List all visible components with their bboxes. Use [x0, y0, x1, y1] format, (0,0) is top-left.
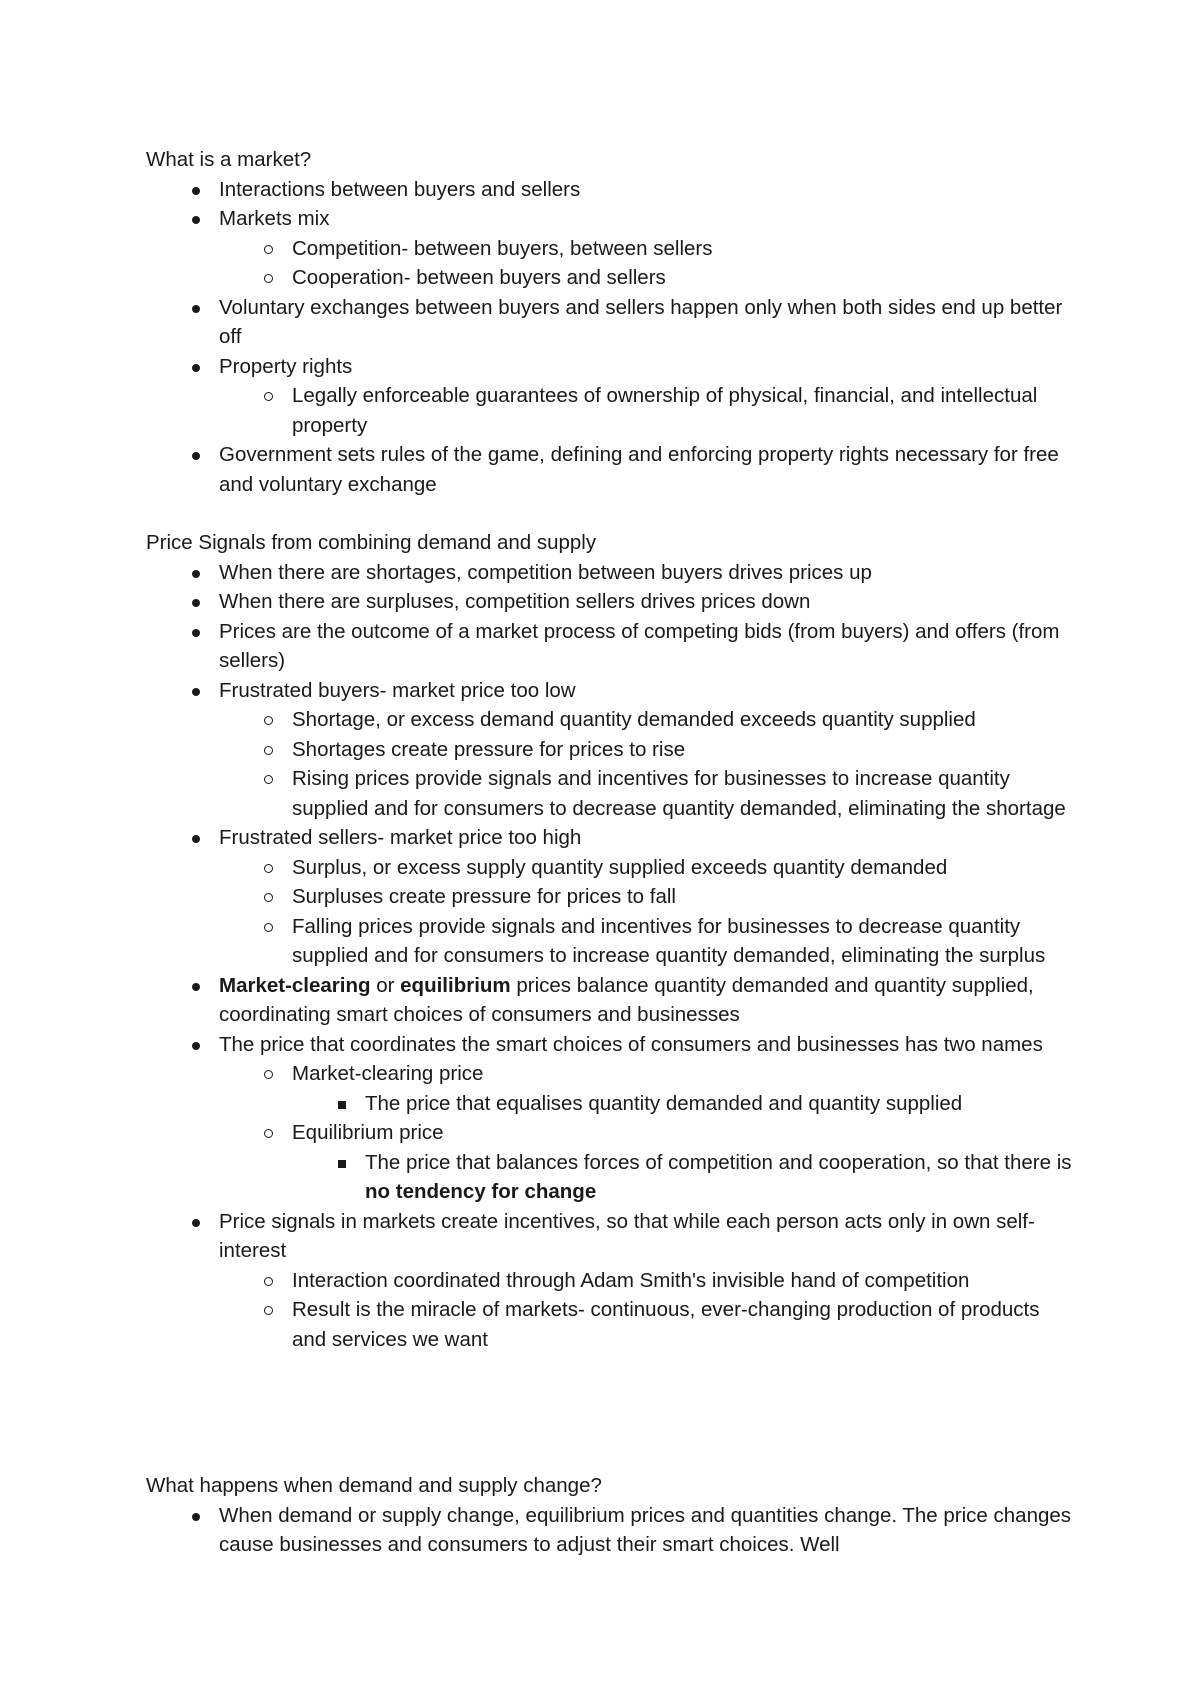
section-demand-supply-change — [146, 1471, 1076, 1560]
circle-bullet-icon — [259, 381, 279, 411]
list-item — [146, 912, 1076, 971]
list-item — [146, 823, 1076, 853]
list-item — [146, 1207, 1076, 1266]
square-bullet-icon — [332, 1089, 352, 1119]
bullet-icon — [186, 971, 206, 1001]
list-item-text: The price that equalises quantity demanded and quantity supplied — [365, 1091, 963, 1115]
list-item — [146, 293, 1076, 352]
list-item — [146, 1295, 1076, 1354]
list-item-text: Shortages create pressure for prices to rise — [292, 737, 686, 761]
list-item-text: Shortage, or excess demand quantity demanded exceeds quantity supplied — [292, 708, 976, 731]
bullet-icon — [186, 823, 206, 853]
bullet-icon — [186, 558, 206, 588]
bullet-icon — [186, 352, 206, 382]
bold-term: equilibrium — [400, 973, 511, 997]
list-item-text: Voluntary exchanges between buyers and sellers happen only when both sides end up better off — [219, 295, 1063, 348]
list-item — [146, 1089, 1076, 1119]
circle-bullet-icon — [259, 912, 279, 942]
list-item — [146, 1148, 1076, 1207]
section-heading: What happens when demand and supply change? — [146, 1474, 602, 1497]
list-item-text: Surpluses create pressure for prices to fall — [292, 885, 676, 908]
square-bullet-icon — [332, 1148, 352, 1178]
list-item-text: Legally enforceable guarantees of ownership of physical, financial, and intellectual property — [292, 384, 1038, 437]
circle-bullet-icon — [259, 882, 279, 912]
bullet-icon — [186, 676, 206, 706]
list-item — [146, 234, 1076, 264]
list-item — [146, 882, 1076, 912]
list-item — [146, 971, 1076, 1030]
list-item-text: prices balance quantity demanded and quantity supplied, coordinating smart choices of consumers and businesses — [219, 973, 1034, 1026]
list-item — [146, 1030, 1076, 1060]
list-item-text: Equilibrium price — [292, 1121, 444, 1144]
list-item — [146, 352, 1076, 382]
list-item — [146, 853, 1076, 883]
list-item-text: Interactions between buyers and sellers — [219, 177, 581, 201]
list-item-text: Competition- between buyers, between sellers — [292, 236, 713, 260]
bullet-icon — [186, 617, 206, 647]
list-item-text: Price signals in markets create incentives, so that while each person acts only in own self-interest — [219, 1209, 1035, 1262]
list-item-text: Market-clearing price — [292, 1062, 484, 1085]
list-item-text: Prices are the outcome of a market process of competing bids (from buyers) and offers (from sellers) — [219, 619, 1060, 672]
section-what-is-a-market — [146, 145, 1076, 499]
list-item — [146, 1266, 1076, 1296]
list-item — [146, 381, 1076, 440]
circle-bullet-icon — [259, 234, 279, 264]
list-item-text: Markets mix — [219, 207, 330, 230]
circle-bullet-icon — [259, 764, 279, 794]
list-item — [146, 175, 1076, 205]
circle-bullet-icon — [259, 1266, 279, 1296]
list-item — [146, 558, 1076, 588]
circle-bullet-icon — [259, 1118, 279, 1148]
section-heading: What is a market? — [146, 148, 312, 171]
list-item-text: Result is the miracle of markets- continuous, ever-changing production of products and services we want — [292, 1298, 1040, 1351]
list-item-text: Property rights — [219, 354, 353, 378]
list-item-text: The price that coordinates the smart choices of consumers and businesses has two names — [219, 1032, 1043, 1056]
list-item-text: The price that balances forces of competition and cooperation, so that there is — [365, 1150, 1072, 1174]
list-item-text: When there are shortages, competition between buyers drives prices up — [219, 560, 872, 584]
circle-bullet-icon — [259, 263, 279, 293]
list-item — [146, 764, 1076, 823]
list-item — [146, 204, 1076, 234]
connector-text: or — [370, 973, 401, 997]
list-item-text: Government sets rules of the game, defining and enforcing property rights necessary for free and voluntary exchange — [219, 443, 1059, 496]
list-item-text: Falling prices provide signals and incentives for businesses to decrease quantity supplied and for consumers to increase quantity demanded, eliminating the surplus — [292, 914, 1046, 967]
circle-bullet-icon — [259, 1295, 279, 1325]
list-item — [146, 1501, 1076, 1560]
list-item-text: Interaction coordinated through Adam Smith's invisible hand of competition — [292, 1268, 970, 1292]
circle-bullet-icon — [259, 705, 279, 735]
bullet-list — [146, 1501, 1076, 1560]
bullet-icon — [186, 1030, 206, 1060]
bold-term: Market-clearing — [219, 973, 371, 997]
section-price-signals — [146, 528, 1076, 1354]
list-item-text: Rising prices provide signals and incentives for businesses to increase quantity supplied and for consumers to decrease quantity demanded, eliminating the shortage — [292, 767, 1066, 820]
list-item-text: Cooperation- between buyers and sellers — [292, 266, 666, 289]
list-item — [146, 617, 1076, 676]
list-item — [146, 587, 1076, 617]
bullet-list — [146, 558, 1076, 1355]
list-item-text: When demand or supply change, equilibrium prices and quantities change. The price changes cause businesses and consumers to adjust their smart choices. Well — [219, 1503, 1072, 1556]
list-item — [146, 705, 1076, 735]
section-heading: Price Signals from combining demand and supply — [146, 531, 597, 554]
list-item — [146, 1118, 1076, 1148]
list-item-text: Frustrated sellers- market price too high — [219, 826, 582, 849]
list-item — [146, 1059, 1076, 1089]
bullet-icon — [186, 1501, 206, 1531]
list-item — [146, 735, 1076, 765]
bullet-icon — [186, 1207, 206, 1237]
bullet-icon — [186, 293, 206, 323]
bold-term: no tendency for change — [365, 1180, 597, 1203]
list-item — [146, 263, 1076, 293]
circle-bullet-icon — [259, 1059, 279, 1089]
bullet-icon — [186, 204, 206, 234]
list-item-text: Frustrated buyers- market price too low — [219, 678, 576, 702]
bullet-icon — [186, 587, 206, 617]
circle-bullet-icon — [259, 735, 279, 765]
list-item-text: Surplus, or excess supply quantity supplied exceeds quantity demanded — [292, 855, 948, 879]
bullet-list — [146, 175, 1076, 500]
bullet-icon — [186, 175, 206, 205]
list-item — [146, 676, 1076, 706]
circle-bullet-icon — [259, 853, 279, 883]
bullet-icon — [186, 440, 206, 470]
list-item — [146, 440, 1076, 499]
list-item-text: When there are surpluses, competition sellers drives prices down — [219, 590, 811, 613]
